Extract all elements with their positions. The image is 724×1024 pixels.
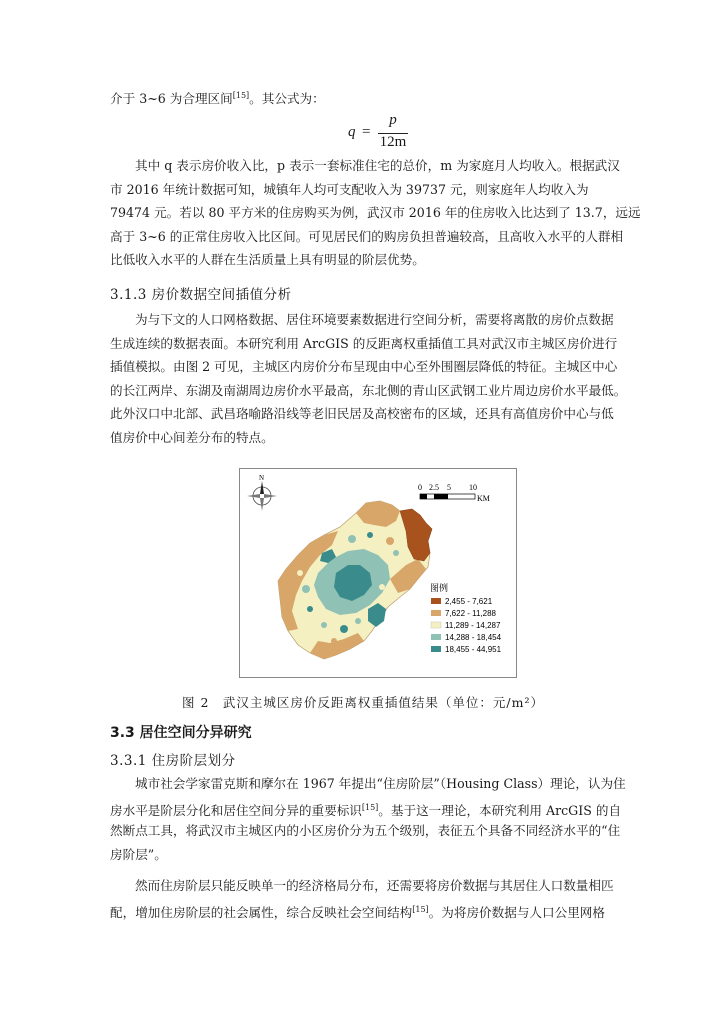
legend-label: 2,455 - 7,621 [445,597,493,606]
text-line: 此外汉口中北部、武昌珞喻路沿线等老旧民居及高校密布的区域，还具有高值房价中心与低 [110,406,614,421]
legend-label: 7,622 - 11,288 [445,609,497,618]
text-line: 然断点工具，将武汉市主城区内的小区房价分为五个级别，表征五个具备不同经济水平的“住 [110,823,621,838]
legend-label: 18,455 - 44,951 [445,645,502,654]
formula-denominator: 12m [379,134,407,150]
paragraph-3 [110,772,626,866]
legend-label: 14,288 - 18,454 [445,633,502,642]
legend-swatch [431,634,441,640]
section-heading-3-3: 3.3 居住空间分异研究 [110,725,252,741]
intro-line [110,84,616,108]
legend-swatch [431,610,441,616]
scale-bar [418,483,490,503]
paragraph-1 [110,154,641,272]
legend-swatch [431,622,441,628]
formula-lhs: q [348,124,356,140]
text-line: 其中 q 表示房价收入比，p 表示一套标准住宅的总价，m 为家庭月人均收入。根据武汉 [135,158,620,173]
figure-caption: 图 2 武汉主城区房价反距离权重插值结果（单位：元/m²） [181,695,544,710]
text-line: 房阶层”。 [110,846,167,862]
formula-equals: = [362,124,371,140]
compass-label: N [259,474,265,482]
text-line: 介于 3~6 为合理区间[15]。其公式为： [110,91,325,106]
text-line: 生成连续的数据表面。本研究利用 ArcGIS 的反距离权重插值工具对武汉市主城区房价进行 [110,335,618,351]
legend [430,582,502,654]
text-line: 的长江两岸、东湖及南湖周边房价水平最高，东北侧的青山区武钢工业片周边房价水平最低。 [110,382,627,398]
text-line: 市 2016 年统计数据可知，城镇年人均可支配收入为 39737 元，则家庭年人均收入为 [110,181,589,197]
text-line: 高于 3~6 的正常住房收入比区间。可见居民们的购房负担普遍较高，且高收入水平的人群相 [110,228,624,244]
legend-title: 图例 [430,584,449,594]
legend-swatch [431,598,441,604]
scale-tick: 10 [469,483,477,492]
text-line: 为与下文的人口网格数据、居住环境要素数据进行空间分析，需要将离散的房价点数据 [135,312,614,327]
legend-label: 11,289 - 14,287 [445,621,501,630]
scale-tick: 2.5 [429,483,439,492]
paragraph-2 [110,308,627,449]
scale-tick: 5 [447,483,451,492]
map-svg [240,469,516,677]
text-line: 插值模拟。由图 2 可见，主城区内房价分布呈现由中心至外围圈层降低的特征。主城区中心 [110,359,618,374]
figure-map [239,468,517,678]
compass-icon [247,474,277,511]
text-line: 值房价中心间差分布的特点。 [110,429,274,445]
text-line: 比低收入水平的人群在生活质量上具有明显的阶层优势。 [110,252,425,267]
scale-unit: KM [477,494,490,503]
text-line: 配，增加住房阶层的社会属性，综合反映社会空间结构[15]。为将房价数据与人口公里网格 [110,904,605,920]
text-line: 79474 元。若以 80 平方米的住房购买为例，武汉市 2016 年的住房收入比达到了 13.7，远远 [110,205,641,220]
paragraph-4 [110,874,616,921]
formula [344,112,414,152]
section-heading-3-1-3: 3.1.3 房价数据空间插值分析 [110,287,292,303]
section-heading-3-3-1: 3.3.1 住房阶层划分 [110,753,236,769]
text-line: 然而住房阶层只能反映单一的经济格局分布，还需要将房价数据与其居住人口数量相匹 [135,878,614,893]
legend-swatch [431,646,441,652]
scale-tick: 0 [418,483,422,492]
text-line: 房水平是阶层分化和居住空间分异的重要标识[15]。基于这一理论，本研究利用 ArcGIS 的自 [110,802,622,818]
formula-numerator: p [389,112,397,128]
text-line: 城市社会学家雷克斯和摩尔在 1967 年提出“住房阶层”（Housing Class）理论，认为住 [135,776,626,791]
